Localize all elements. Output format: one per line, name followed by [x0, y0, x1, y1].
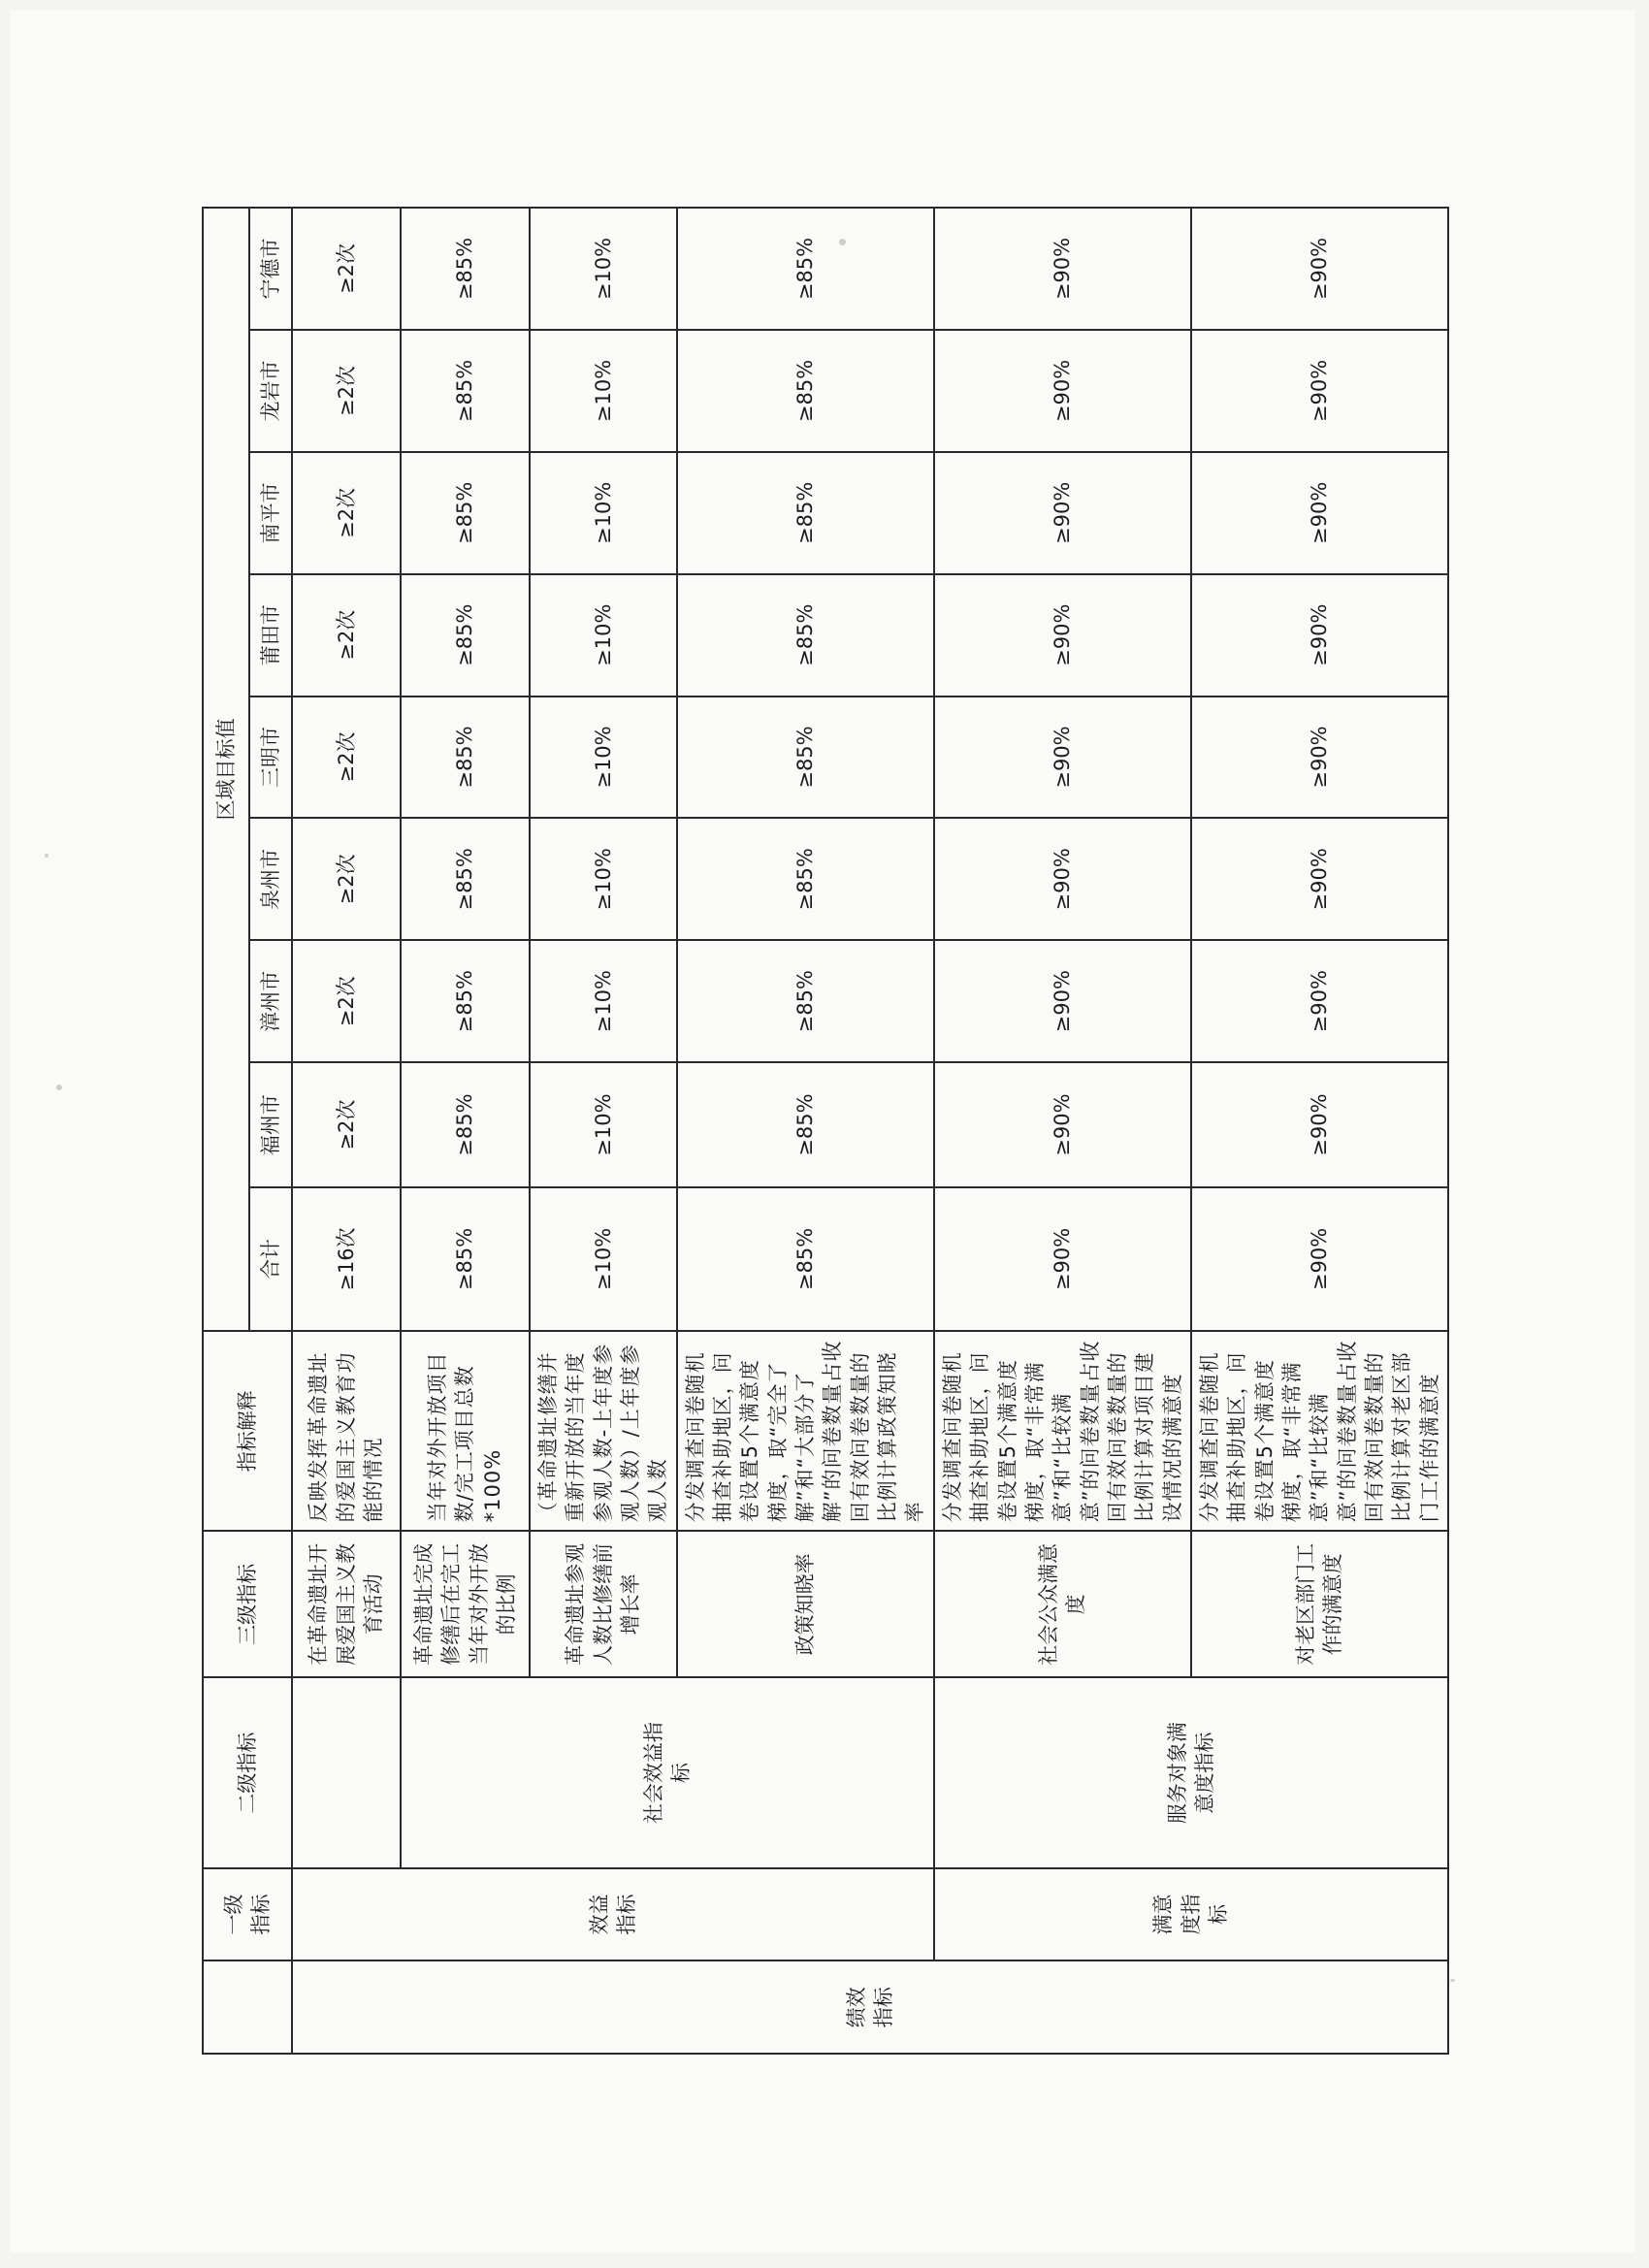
table-row — [934, 208, 1191, 2054]
blank-header-cell — [203, 1960, 292, 2054]
value-cell: ≥10% — [530, 452, 677, 574]
value-cell: ≥10% — [530, 818, 677, 940]
table-row — [292, 208, 401, 2054]
region-target-header: 区域目标值 — [203, 208, 249, 1331]
value-cell: ≥2次 — [292, 940, 401, 1062]
explanation-cell: 分发调查问卷随机抽查补助地区，问卷设置5个满意度梯度，取“非常满意”和“比较满意”的问卷数量占收回有效问卷数量的比例计算对老区部门工作的满意度 — [1191, 1331, 1448, 1531]
value-cell: ≥85% — [401, 1187, 530, 1331]
value-cell: ≥85% — [401, 1062, 530, 1187]
value-cell: ≥85% — [401, 697, 530, 819]
value-cell: ≥90% — [1191, 818, 1448, 940]
region-header-sanming: 三明市 — [249, 697, 292, 819]
explanation-cell: （革命遗址修缮并重新开放的当年度参观人数-上年度参观人数）/上年度参观人数 — [530, 1331, 677, 1531]
value-cell: ≥85% — [401, 330, 530, 452]
level3-header: 三级指标 — [203, 1531, 292, 1677]
value-cell: ≥90% — [934, 452, 1191, 574]
value-cell: ≥10% — [530, 940, 677, 1062]
value-cell: ≥90% — [934, 940, 1191, 1062]
region-header-zhangzhou: 漳州市 — [249, 940, 292, 1062]
explanation-header: 指标解释 — [203, 1331, 292, 1531]
value-cell: ≥85% — [677, 1187, 934, 1331]
value-cell: ≥90% — [1191, 330, 1448, 452]
value-cell: ≥90% — [934, 697, 1191, 819]
level3-cell: 革命遗址参观人数比修缮前增长率 — [530, 1531, 677, 1677]
value-cell: ≥10% — [530, 574, 677, 697]
value-cell: ≥85% — [677, 1062, 934, 1187]
region-header-quanzhou: 泉州市 — [249, 818, 292, 940]
value-cell: ≥85% — [677, 452, 934, 574]
region-header-longyan: 龙岩市 — [249, 330, 292, 452]
value-cell: ≥90% — [1191, 1062, 1448, 1187]
value-cell: ≥2次 — [292, 818, 401, 940]
scan-speck — [839, 239, 846, 245]
value-cell: ≥2次 — [292, 574, 401, 697]
value-cell: ≥85% — [677, 697, 934, 819]
level3-cell: 在革命遗址开展爱国主义教育活动 — [292, 1531, 401, 1677]
scan-speck — [56, 1085, 62, 1090]
value-cell: ≥90% — [934, 574, 1191, 697]
region-header-putian: 莆田市 — [249, 574, 292, 697]
region-header-nanping: 南平市 — [249, 452, 292, 574]
value-cell: ≥85% — [401, 940, 530, 1062]
value-cell: ≥90% — [934, 818, 1191, 940]
value-cell: ≥85% — [677, 818, 934, 940]
value-cell: ≥10% — [530, 208, 677, 330]
explanation-cell: 当年对外开放项目数/完工项目总数*100% — [401, 1331, 530, 1531]
table-row — [401, 208, 530, 2054]
region-header-total: 合计 — [249, 1187, 292, 1331]
value-cell: ≥10% — [530, 330, 677, 452]
region-header-fuzhou: 福州市 — [249, 1062, 292, 1187]
value-cell: ≥10% — [530, 697, 677, 819]
value-cell: ≥16次 — [292, 1187, 401, 1331]
value-cell: ≥90% — [1191, 940, 1448, 1062]
value-cell: ≥85% — [401, 208, 530, 330]
level2-header: 二级指标 — [203, 1677, 292, 1867]
value-cell: ≥90% — [1191, 452, 1448, 574]
value-cell: ≥90% — [934, 1062, 1191, 1187]
value-cell: ≥85% — [677, 940, 934, 1062]
region-header-ningde: 宁德市 — [249, 208, 292, 330]
level2-social-cell: 社会效益指 标 — [401, 1677, 934, 1867]
level3-cell: 对老区部门工作的满意度 — [1191, 1531, 1448, 1677]
value-cell: ≥10% — [530, 1062, 677, 1187]
value-cell: ≥85% — [401, 818, 530, 940]
value-cell: ≥90% — [1191, 574, 1448, 697]
value-cell: ≥90% — [1191, 697, 1448, 819]
value-cell: ≥85% — [401, 574, 530, 697]
level3-cell: 革命遗址完成修缮后在完工当年对外开放的比例 — [401, 1531, 530, 1677]
explanation-cell: 分发调查问卷随机抽查补助地区，问卷设置5个满意度梯度，取“完全了解”和“大部分了解”的问卷数量占收回有效问卷数量的比例计算政策知晓率 — [677, 1331, 934, 1531]
level3-cell: 政策知晓率 — [677, 1531, 934, 1677]
value-cell: ≥90% — [934, 1187, 1191, 1331]
value-cell: ≥2次 — [292, 208, 401, 330]
value-cell: ≥85% — [677, 208, 934, 330]
value-cell: ≥85% — [677, 330, 934, 452]
value-cell: ≥10% — [530, 1187, 677, 1331]
scan-speck — [1450, 1979, 1455, 1982]
level1-satisfaction-cell: 满意 度指 标 — [934, 1868, 1448, 1961]
value-cell: ≥90% — [934, 330, 1191, 452]
value-cell: ≥2次 — [292, 452, 401, 574]
level2-blank-cell — [292, 1677, 401, 1867]
value-cell: ≥90% — [1191, 208, 1448, 330]
explanation-cell: 反映发挥革命遗址的爱国主义教育功能的情况 — [292, 1331, 401, 1531]
level3-cell: 社会公众满意度 — [934, 1531, 1191, 1677]
performance-target-table — [202, 207, 1449, 2055]
level2-service-cell: 服务对象满 意度指标 — [934, 1677, 1448, 1867]
level1-benefit-cell: 效益 指标 — [292, 1868, 934, 1961]
rotated-table-container — [202, 207, 1441, 2055]
value-cell: ≥85% — [401, 452, 530, 574]
scan-speck — [45, 854, 48, 858]
value-cell: ≥90% — [934, 208, 1191, 330]
value-cell: ≥85% — [677, 574, 934, 697]
value-cell: ≥2次 — [292, 697, 401, 819]
group-label-cell: 绩效 指标 — [292, 1960, 1448, 2054]
value-cell: ≥2次 — [292, 330, 401, 452]
explanation-cell: 分发调查问卷随机抽查补助地区，问卷设置5个满意度梯度，取“非常满意”和“比较满意”的问卷数量占收回有效问卷数量的比例计算对项目建设情况的满意度 — [934, 1331, 1191, 1531]
value-cell: ≥2次 — [292, 1062, 401, 1187]
level1-header: 一级 指标 — [203, 1868, 292, 1961]
value-cell: ≥90% — [1191, 1187, 1448, 1331]
